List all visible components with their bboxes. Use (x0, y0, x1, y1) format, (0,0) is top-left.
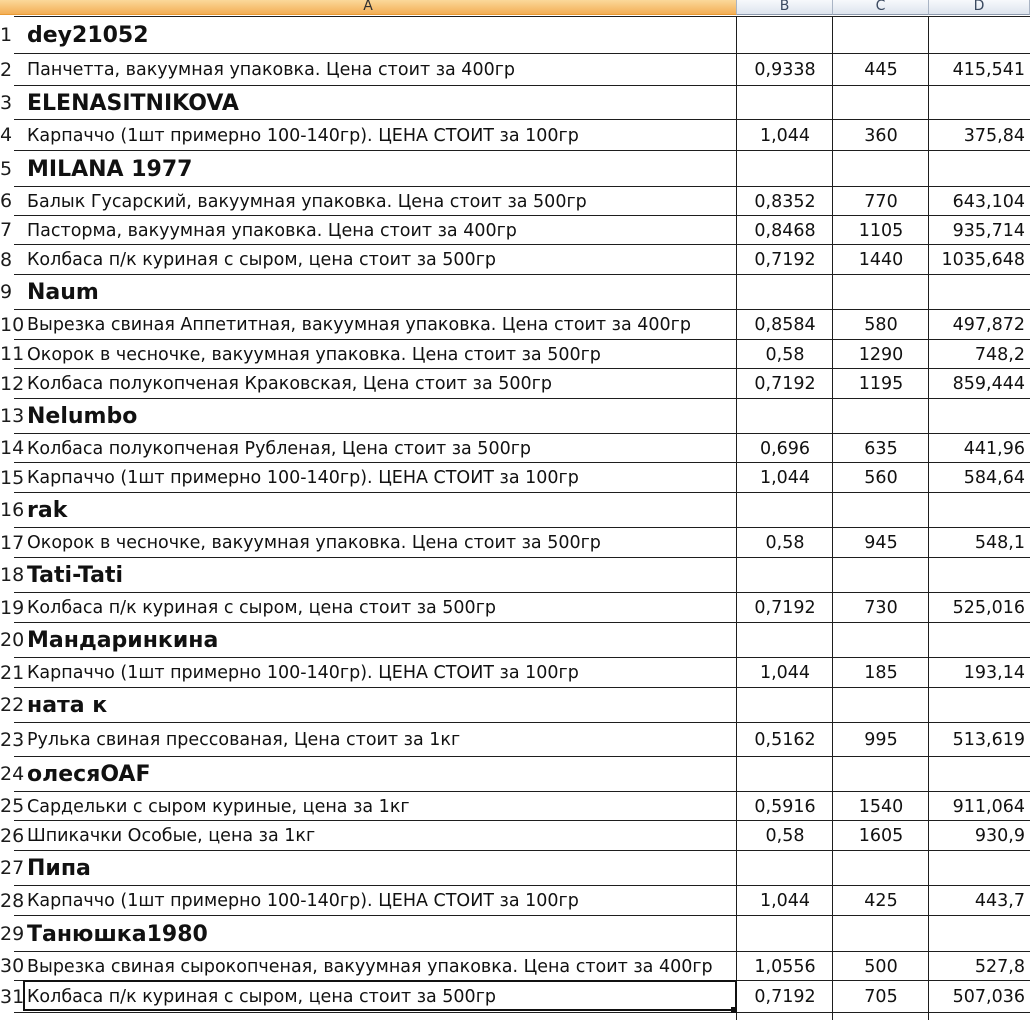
total-cell[interactable]: 1035,648 (941, 250, 1025, 270)
product-description-cell[interactable]: Карпаччо (1шт примерно 100-140гр). ЦЕНА СТОИТ за 100гр (27, 468, 579, 488)
price-cell[interactable] (834, 851, 928, 886)
product-description-cell[interactable]: Карпаччо (1шт примерно 100-140гр). ЦЕНА СТОИТ за 100гр (27, 663, 579, 683)
column-gridline (832, 16, 833, 1020)
product-description-cell[interactable]: Балык Гусарский, вакуумная упаковка. Цена стоит за 500гр (27, 192, 587, 212)
product-description-cell[interactable]: Колбаса п/к куриная с сыром, цена стоит за 500гр (27, 250, 496, 270)
total-cell[interactable] (930, 275, 1025, 310)
total-cell[interactable] (930, 623, 1025, 658)
total-cell[interactable]: 513,619 (952, 730, 1025, 750)
weight-cell[interactable] (738, 17, 832, 54)
customer-name-cell[interactable]: dey21052 (27, 23, 149, 48)
total-cell[interactable]: 375,84 (963, 126, 1025, 146)
column-header-d[interactable]: D (929, 0, 1030, 15)
price-cell[interactable] (834, 399, 928, 434)
row-number[interactable]: 8 (0, 249, 13, 271)
price-cell[interactable]: 995 (864, 730, 898, 750)
total-cell[interactable] (930, 493, 1025, 528)
weight-cell[interactable] (738, 399, 832, 434)
weight-cell[interactable] (738, 493, 832, 528)
weight-cell[interactable] (738, 86, 832, 120)
product-description-cell[interactable]: Карпаччо (1шт примерно 100-140гр). ЦЕНА СТОИТ за 100гр (27, 891, 579, 911)
weight-cell[interactable] (738, 916, 832, 952)
row-number[interactable]: 19 (0, 597, 25, 619)
row-number[interactable]: 11 (0, 343, 25, 365)
customer-name-cell[interactable]: Naum (27, 280, 99, 305)
total-cell[interactable] (930, 17, 1025, 54)
row-number[interactable]: 3 (0, 92, 13, 114)
total-cell[interactable]: 415,541 (952, 60, 1025, 80)
price-cell[interactable] (834, 86, 928, 120)
product-description-cell[interactable]: Рулька свиная прессованая, Цена стоит за 1кг (27, 730, 461, 750)
total-cell[interactable] (930, 558, 1025, 593)
total-cell[interactable] (930, 399, 1025, 434)
weight-cell[interactable]: 1,0556 (754, 957, 816, 977)
row-number[interactable]: 16 (0, 499, 25, 521)
price-cell[interactable]: 425 (864, 891, 898, 911)
row-number[interactable]: 6 (0, 190, 13, 212)
column-gridline (736, 16, 737, 1020)
product-description-cell[interactable]: Колбаса полукопченая Краковская, Цена стоит за 500гр (27, 374, 552, 394)
product-description-cell[interactable]: Сардельки с сыром куриные, цена за 1кг (27, 797, 410, 817)
weight-cell[interactable] (738, 275, 832, 310)
product-description-cell[interactable]: Вырезка свиная Аппетитная, вакуумная упаковка. Цена стоит за 400гр (27, 315, 691, 335)
weight-cell[interactable]: 1,044 (759, 468, 811, 488)
total-cell[interactable] (930, 688, 1025, 723)
price-cell[interactable]: 1195 (858, 374, 904, 394)
price-cell[interactable] (834, 275, 928, 310)
row-number[interactable]: 30 (0, 955, 25, 977)
product-description-cell[interactable]: Колбаса полукопченая Рубленая, Цена стоит за 500гр (27, 439, 532, 459)
column-gridline (928, 16, 929, 1020)
price-cell[interactable] (834, 493, 928, 528)
column-headers (0, 0, 1030, 16)
price-cell[interactable] (834, 17, 928, 54)
customer-name-cell[interactable]: Мандаринкина (27, 628, 219, 653)
customer-name-cell[interactable]: олесяOAF (27, 762, 151, 787)
total-cell[interactable]: 193,14 (963, 663, 1025, 683)
weight-cell[interactable]: 0,8352 (754, 192, 816, 212)
weight-cell[interactable]: 0,58 (765, 345, 805, 365)
row-number[interactable]: 22 (0, 694, 25, 716)
price-cell[interactable]: 705 (864, 987, 898, 1007)
customer-name-cell[interactable]: MILANA 1977 (27, 157, 193, 182)
row-number[interactable]: 12 (0, 373, 25, 395)
weight-cell[interactable] (738, 688, 832, 723)
row-number[interactable]: 13 (0, 405, 25, 427)
price-cell[interactable] (834, 623, 928, 658)
product-description-cell[interactable]: Вырезка свиная сырокопченая, вакуумная упаковка. Цена стоит за 400гр (27, 957, 713, 977)
weight-cell[interactable]: 0,7192 (754, 598, 816, 618)
price-cell[interactable]: 770 (864, 192, 898, 212)
weight-cell[interactable] (738, 558, 832, 593)
price-cell[interactable]: 730 (864, 598, 898, 618)
row-number[interactable]: 5 (0, 158, 13, 180)
weight-cell[interactable]: 0,8584 (754, 315, 816, 335)
price-cell[interactable] (834, 688, 928, 723)
column-header-c[interactable]: C (833, 0, 929, 15)
price-cell[interactable]: 185 (864, 663, 898, 683)
row-number[interactable]: 7 (0, 219, 13, 241)
fill-handle[interactable] (731, 1007, 737, 1013)
price-cell[interactable]: 1290 (858, 345, 904, 365)
total-cell[interactable]: 548,1 (974, 533, 1025, 553)
weight-cell[interactable]: 0,9338 (754, 60, 816, 80)
price-cell[interactable] (834, 558, 928, 593)
row-number[interactable]: 27 (0, 857, 25, 879)
total-cell[interactable]: 497,872 (952, 315, 1025, 335)
total-cell[interactable]: 527,8 (974, 957, 1025, 977)
weight-cell[interactable] (738, 623, 832, 658)
row-number[interactable]: 4 (0, 124, 13, 146)
price-cell[interactable]: 445 (864, 60, 898, 80)
total-cell[interactable]: 935,714 (952, 221, 1025, 241)
weight-cell[interactable]: 0,7192 (754, 250, 816, 270)
total-cell[interactable] (930, 916, 1025, 952)
weight-cell[interactable]: 0,8468 (754, 221, 816, 241)
total-cell[interactable] (930, 86, 1025, 120)
price-cell[interactable]: 635 (864, 439, 898, 459)
row-number[interactable]: 1 (0, 24, 13, 46)
row-number[interactable]: 26 (0, 825, 25, 847)
weight-cell[interactable]: 0,7192 (754, 987, 816, 1007)
row-number[interactable]: 21 (0, 662, 25, 684)
total-cell[interactable]: 443,7 (974, 891, 1025, 911)
customer-name-cell[interactable]: Tati-Tati (27, 563, 124, 588)
weight-cell[interactable]: 0,5916 (754, 797, 816, 817)
total-cell[interactable]: 859,444 (952, 374, 1025, 394)
weight-cell[interactable] (738, 851, 832, 886)
customer-name-cell[interactable]: Nelumbo (27, 404, 138, 429)
price-cell[interactable]: 1440 (858, 250, 904, 270)
price-cell[interactable]: 1605 (858, 826, 904, 846)
row-number[interactable]: 29 (0, 923, 25, 945)
customer-name-cell[interactable]: Танюшка1980 (27, 922, 208, 947)
product-description-cell[interactable]: Окорок в чесночке, вакуумная упаковка. Цена стоит за 500гр (27, 533, 601, 553)
weight-cell[interactable]: 1,044 (759, 663, 811, 683)
price-cell[interactable]: 560 (864, 468, 898, 488)
product-description-cell[interactable]: Карпаччо (1шт примерно 100-140гр). ЦЕНА СТОИТ за 100гр (27, 126, 579, 146)
row-number[interactable]: 31 (0, 986, 25, 1008)
weight-cell[interactable]: 0,5162 (754, 730, 816, 750)
total-cell[interactable]: 584,64 (963, 468, 1025, 488)
price-cell[interactable] (834, 151, 928, 187)
price-cell[interactable]: 360 (864, 126, 898, 146)
column-header-a[interactable]: A (0, 0, 737, 15)
total-cell[interactable]: 930,9 (974, 826, 1025, 846)
row-number[interactable]: 10 (0, 314, 25, 336)
product-description-cell[interactable]: Окорок в чесночке, вакуумная упаковка. Цена стоит за 500гр (27, 345, 601, 365)
product-description-cell[interactable]: Панчетта, вакуумная упаковка. Цена стоит за 400гр (27, 60, 516, 80)
customer-name-cell[interactable]: rak (27, 498, 68, 523)
row-number[interactable]: 18 (0, 564, 25, 586)
row-number[interactable]: 2 (0, 59, 13, 81)
total-cell[interactable]: 643,104 (952, 192, 1025, 212)
column-header-b[interactable]: B (737, 0, 833, 15)
row-number[interactable]: 9 (0, 281, 13, 303)
row-number[interactable]: 14 (0, 437, 25, 459)
product-description-cell[interactable]: Колбаса п/к куриная с сыром, цена стоит за 500гр (27, 987, 496, 1007)
row-number[interactable]: 28 (0, 890, 25, 912)
total-cell[interactable]: 441,96 (963, 439, 1025, 459)
weight-cell[interactable]: 1,044 (759, 891, 811, 911)
weight-cell[interactable]: 1,044 (759, 126, 811, 146)
product-description-cell[interactable]: Колбаса п/к куриная с сыром, цена стоит за 500гр (27, 598, 496, 618)
customer-name-cell[interactable]: ELENASITNIKOVA (27, 91, 239, 116)
weight-cell[interactable]: 0,58 (765, 533, 805, 553)
product-description-cell[interactable]: Шпикачки Особые, цена за 1кг (27, 826, 316, 846)
price-cell[interactable] (834, 757, 928, 792)
row-number[interactable]: 23 (0, 729, 25, 751)
row-number[interactable]: 20 (0, 629, 25, 651)
price-cell[interactable]: 580 (864, 315, 898, 335)
total-cell[interactable] (930, 851, 1025, 886)
weight-cell[interactable] (738, 757, 832, 792)
row-number[interactable]: 24 (0, 763, 25, 785)
row-number[interactable]: 15 (0, 467, 25, 489)
total-cell[interactable]: 507,036 (952, 987, 1025, 1007)
weight-cell[interactable] (738, 151, 832, 187)
price-cell[interactable]: 500 (864, 957, 898, 977)
weight-cell[interactable]: 0,7192 (754, 374, 816, 394)
price-cell[interactable]: 1540 (858, 797, 904, 817)
weight-cell[interactable]: 0,58 (765, 826, 805, 846)
total-cell[interactable]: 525,016 (952, 598, 1025, 618)
price-cell[interactable]: 1105 (858, 221, 904, 241)
price-cell[interactable]: 945 (864, 533, 898, 553)
row-number[interactable]: 17 (0, 532, 25, 554)
total-cell[interactable] (930, 151, 1025, 187)
total-cell[interactable]: 911,064 (952, 797, 1025, 817)
row-number[interactable]: 25 (0, 795, 25, 817)
product-description-cell[interactable]: Пасторма, вакуумная упаковка. Цена стоит за 400гр (27, 221, 517, 241)
weight-cell[interactable]: 0,696 (759, 439, 811, 459)
price-cell[interactable] (834, 916, 928, 952)
customer-name-cell[interactable]: ната к (27, 693, 108, 718)
total-cell[interactable] (930, 757, 1025, 792)
total-cell[interactable]: 748,2 (974, 345, 1025, 365)
customer-name-cell[interactable]: Пипа (27, 856, 91, 881)
